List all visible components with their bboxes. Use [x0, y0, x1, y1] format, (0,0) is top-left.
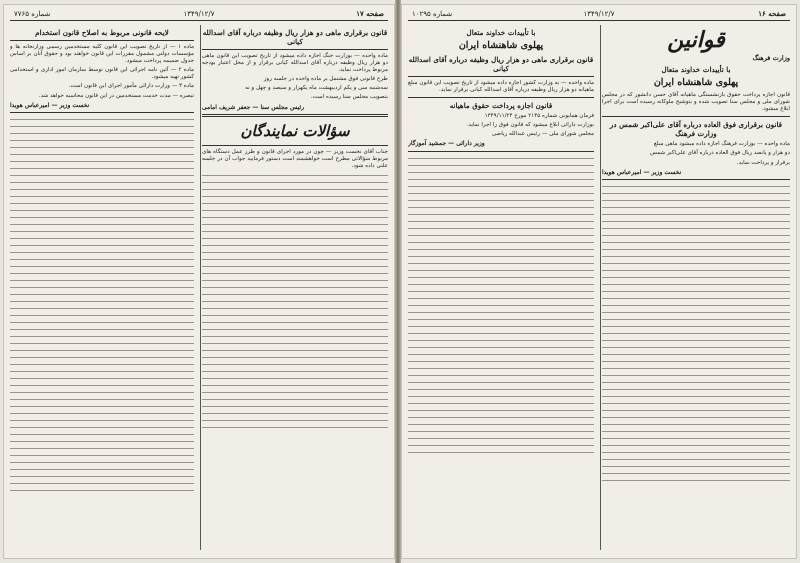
body-text-filler: [10, 116, 194, 496]
section-heading: سؤالات نمایندگان: [240, 121, 350, 140]
article-line: دو هزار و پانصد ریال فوق العاده درباره آقای علی‌اکبر شمس: [650, 150, 790, 157]
article-title: قانون اجازه پرداخت حقوق ماهیانه: [449, 101, 553, 111]
article-line: مجلس شورای ملی — رئیس عبدالله ریاضی: [491, 131, 594, 138]
body-text-filler: [202, 172, 388, 432]
article-line: بتصویب مجلس سنا رسیده است.: [310, 94, 388, 101]
divider: [202, 49, 388, 50]
article-title: قانون برقراری فوق العاده درباره آقای علی‌اکبر شمس در وزارت فرهنگ: [609, 120, 783, 139]
article-title: پهلوی شاهنشاه ایران: [458, 40, 544, 51]
article-title: با تأییدات خداوند متعال: [466, 28, 536, 37]
column-rule: [200, 25, 201, 550]
divider: [408, 76, 594, 77]
divider: [202, 145, 388, 146]
signature-line: نخست وزیر — امیرعباس هویدا: [602, 168, 682, 176]
article-title: قانون برقراری ماهی دو هزار ریال وظیفه درباره آقای اسدالله کیانی: [408, 55, 594, 73]
left-page-header: [10, 8, 388, 21]
page-number: صفحه ۱۷: [356, 9, 384, 18]
article-line: برقرار و پرداخت نماید.: [736, 159, 790, 166]
masthead-title: قوانین: [667, 27, 725, 53]
article-line: ماده ۲ — آئین نامه اجرائی این قانون توسط سازمان امور اداری و استخدامی کشور تهیه میشود.: [10, 67, 194, 81]
article-line: بوزارت دارائی ابلاغ میشود که قانون فوق را اجرا نماید.: [466, 122, 594, 129]
right-page-column-left: [408, 25, 594, 552]
article-title: لایحه قانونی مربوط به اصلاح قانون استخدام: [35, 28, 169, 37]
right-page: [401, 4, 797, 559]
signature-line: رئیس مجلس سنا — جعفر شریف امامی: [202, 103, 305, 111]
ministry-label: وزارت فرهنگ: [752, 54, 790, 62]
signature-line: نخست وزیر — امیرعباس هویدا: [10, 101, 90, 109]
divider: [602, 116, 790, 117]
article-line: تبصره — مدت خدمت مستخدمین در این قانون محاسبه خواهد شد.: [38, 92, 194, 99]
article-body: ماده ۱ — از تاریخ تصویب این قانون کلیه مستخدمین رسمی وزارتخانه ها و مؤسسات دولتی مشمول مقررات این قانون خواهند بود و حقوق آنان بر اساس جدول ضمیمه پرداخت میشود.: [10, 44, 194, 65]
issue-date: ۱۳۴۹/۱۲/۷: [183, 10, 215, 18]
issue-date: ۱۳۴۹/۱۲/۷: [583, 10, 615, 18]
article-title: پهلوی شاهنشاه ایران: [653, 77, 739, 89]
divider: [10, 40, 194, 41]
article-body: ماده واحده — بوزارت جنگ اجازه داده میشود از تاریخ تصویب این قانون ماهی دو هزار ریال وظیفه درباره آقای اسدالله کیانی برقرار و از محل اعتبار بودجه مربوط پرداخت نماید.: [202, 53, 388, 74]
divider: [10, 112, 194, 113]
article-line: طرح قانونی فوق مشتمل بر ماده واحده در جلسه روز: [263, 76, 388, 83]
divider: [602, 179, 790, 180]
article-line: ماده ۳ — وزارت دارائی مأمور اجرای این قانون است.: [68, 83, 194, 90]
article-title: با تأییدات خداوند متعال: [661, 65, 731, 75]
left-page-column-left: [10, 25, 194, 552]
body-text-filler: [602, 183, 790, 483]
right-page-header: [408, 8, 790, 21]
article-line: سه‌شنبه سی و یکم اردیبهشت ماه یکهزار و سیصد و چهل و نه: [245, 85, 388, 92]
right-page-column-right: [602, 25, 790, 552]
article-body: قانون اجازه پرداخت حقوق بازنشستگی ماهیانه آقای حسن دانشور که در مجلس شورای ملی و مجلس سنا تصویب شده و بتوشیح ملوکانه رسیده است برای اجرا ابلاغ میشود.: [602, 92, 790, 113]
signature-line: وزیر دارائی — جمشید آموزگار: [408, 140, 485, 148]
issue-number: شماره ۱۰۲۹۵: [412, 10, 453, 18]
body-text-filler: [408, 155, 594, 455]
left-page: [3, 4, 395, 559]
divider: [408, 151, 594, 152]
page-number: صفحه ۱۶: [758, 9, 786, 18]
article-body: ماده واحده — به وزارت کشور اجازه داده میشود از تاریخ تصویب این قانون مبلغ ماهیانه دو هزار ریال وظیفه درباره آقای اسدالله کیانی برقرار نماید.: [408, 80, 594, 94]
article-title: قانون برقراری ماهی دو هزار ریال وظیفه درباره آقای اسدالله کیانی: [202, 28, 388, 46]
issue-number: شماره ۷۷۶۵: [14, 10, 51, 18]
left-page-column-right: [202, 25, 388, 552]
article-line: ماده واحده — بوزارت فرهنگ اجازه داده میشود ماهی مبلغ: [653, 141, 790, 148]
column-rule: [600, 25, 601, 550]
divider: [408, 97, 594, 98]
section-divider: [202, 114, 388, 117]
article-line: فرمان همایونی شماره ۲۱۴۵ مورخ ۱۳۴۹/۱۱/۲۴: [484, 113, 594, 120]
article-body: جناب آقای نخست وزیر — چون در مورد اجرای قانون و طرز عمل دستگاه های مربوط سؤالاتی مطرح است خواهشمند است دستور فرمایید جواب آن در جلسه علنی داده شود.: [202, 148, 388, 169]
